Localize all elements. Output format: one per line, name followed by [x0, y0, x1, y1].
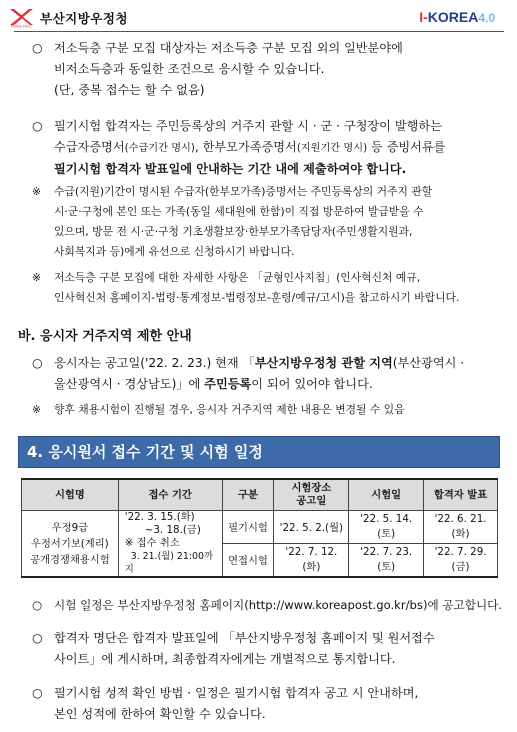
period-cell: '22. 3. 15.(화) ~3. 18.(금) ※ 접수 취소 3. 21.(월) 21:00까지 [118, 511, 222, 578]
org-name: 부산지방우정청 [40, 11, 129, 26]
notice-cell: '22. 5. 2.(월) [274, 511, 349, 544]
para-submit-docs: ○ 필기시험 합격자는 주민등록상의 거주지 관할 시 · 군 · 구청장이 발행하는 수급자증명서(수급기간 명시), 한부모가족증명서(지원기간 명시) 등 증빙서류를 필기시험 합격자 발표일에 안내하는 기간 내에 제출하여야 합니다. [32, 119, 446, 176]
para-result-notice: ○ 합격자 명단은 합격자 발표일에 「부산지방우정청 홈페이지 및 원서접수 사이트」에 게시하며, 최종합격자에게는 개별적으로 통지합니다. [32, 631, 435, 666]
table-header-row [22, 479, 498, 511]
logo-caption: KOREA POST [10, 24, 32, 28]
schedule-table [21, 478, 498, 578]
col-exam-date: 시험일 [349, 479, 424, 511]
para-residence: ○ 응시자는 공고일('22. 2. 23.) 현재 「부산지방우정청 관할 지역(부산광역시 · 울산광역시 · 경상남도)」에 주민등록이 되어 있어야 합니다. [32, 356, 465, 391]
col-period: 접수 기간 [118, 479, 222, 511]
exam-date-cell: '22. 7. 23.(토) [349, 543, 424, 577]
korea-post-logo-icon [8, 6, 34, 28]
col-notice: 시험장소 공고일 [274, 479, 349, 511]
notice-cell: '22. 7. 12.(화) [274, 543, 349, 577]
note-certificate: ※ 수급(지원)기간이 명시된 수급자(한부모가족)증명서는 주민등록상의 거주지 관할 시·군·구청에 본인 또는 가족(동일 세대원에 한함)이 직접 방문하여 발급받을 수 있으며, 방문 전 시·군·구청 기초생활보장·한부모가족담당자(주민생활지원과, 사회복지과 등)에게 유선으로 신청하시기 바랍니다. [32, 185, 433, 258]
col-type: 구분 [222, 479, 274, 511]
col-result: 합격자 발표 [424, 479, 498, 511]
result-cell: '22. 7. 29.(금) [424, 543, 498, 577]
exam-name-cell: 우정9급 우정서기보(계리) 공개경쟁채용시험 [22, 511, 119, 578]
exam-date-cell: '22. 5. 14.(토) [349, 511, 424, 544]
result-cell: '22. 6. 21.(화) [424, 511, 498, 544]
type-cell: 면접시험 [222, 543, 274, 577]
i-korea-logo: I-KOREA4.0 [419, 9, 495, 25]
para-score-check: ○ 필기시험 성적 확인 방법 · 일정은 필기시험 합격자 공고 시 안내하며, 본인 성적에 한하여 확인할 수 있습니다. [32, 686, 419, 721]
type-cell: 필기시험 [222, 511, 274, 544]
para-low-income-1: ○ 저소득층 구분 모집 대상자는 저소득층 구분 모집 외의 일반분야에 비저소득층과 동일한 조건으로 응시할 수 있습니다. (단, 중복 접수는 할 수 없음) [32, 41, 403, 97]
section-4-banner: 4. 응시원서 접수 기간 및 시험 일정 [18, 436, 500, 468]
table-row [22, 511, 498, 544]
note-residence-change: ※ 향후 채용시험이 진행될 경우, 응시자 거주지역 제한 내용은 변경될 수 있음 [32, 403, 405, 416]
col-exam-name: 시험명 [22, 479, 119, 511]
page-header [0, 0, 517, 32]
note-guideline: ※ 저소득층 구분 모집에 대한 자세한 사항은 「균형인사지침」(인사혁신처 예규, 인사혁신처 홈페이지-법령·통계정보-법령정보-훈령/예규/고시)을 참고하시기 바랍니다. [32, 271, 460, 304]
para-schedule-notice: ○ 시험 일정은 부산지방우정청 홈페이지(http://www.koreapost.go.kr/bs)에 공고합니다. [32, 598, 503, 612]
section-residence-heading: 바. 응시자 거주지역 제한 안내 [18, 329, 192, 344]
header-divider [14, 31, 504, 32]
